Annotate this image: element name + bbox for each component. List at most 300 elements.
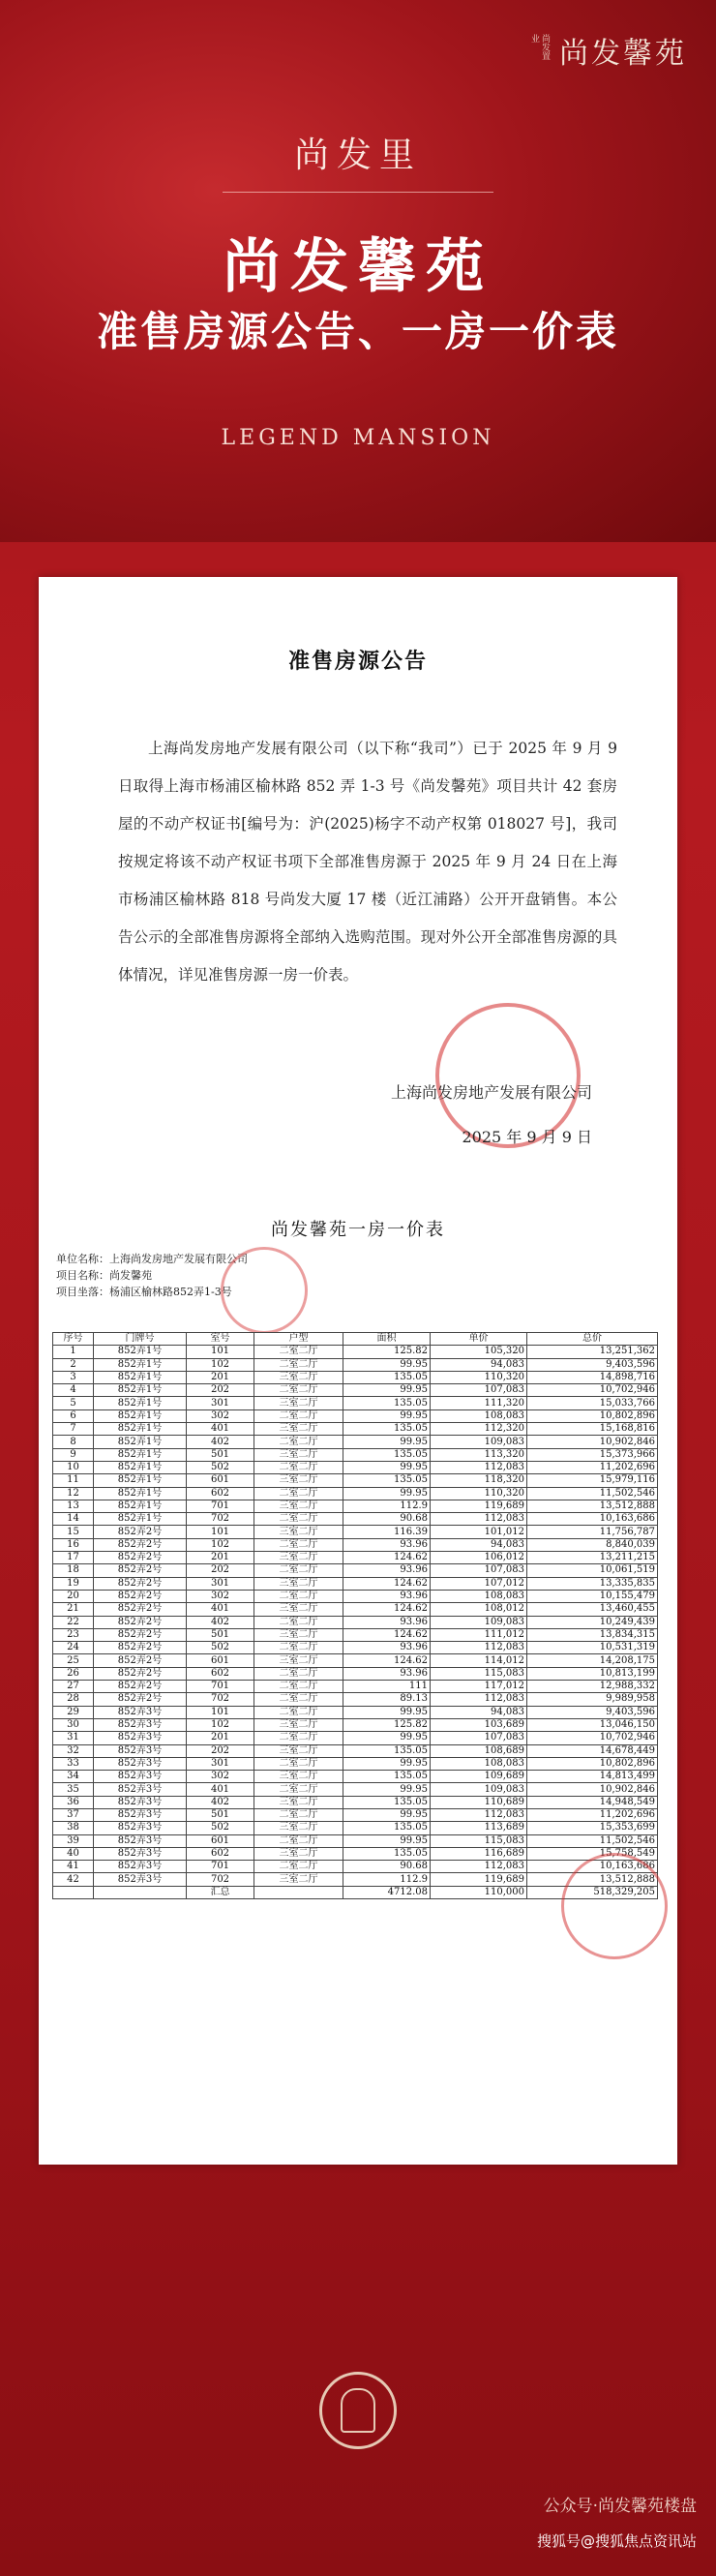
table-cell: 二室二厅	[254, 1358, 343, 1371]
table-cell: 852弄1号	[94, 1487, 187, 1500]
table-cell: 93.96	[343, 1667, 431, 1680]
table-cell: 10,061,519	[527, 1564, 658, 1577]
table-cell: 99.95	[343, 1834, 431, 1847]
table-cell: 89.13	[343, 1693, 431, 1706]
watermark-wechat: 公众号·尚发馨苑楼盘	[543, 2497, 697, 2516]
table-cell: 三室二厅	[254, 1796, 343, 1808]
english-name: LEGEND MANSION	[221, 426, 495, 450]
table-cell	[254, 1886, 343, 1898]
table-cell: 8	[53, 1436, 94, 1448]
table-cell: 302	[187, 1409, 254, 1422]
table-cell: 93.96	[343, 1616, 431, 1628]
table-cell: 852弄3号	[94, 1873, 187, 1886]
table-cell: 301	[187, 1757, 254, 1770]
table-cell: 9	[53, 1448, 94, 1461]
table-cell: 18	[53, 1564, 94, 1577]
table-cell: 102	[187, 1718, 254, 1731]
table-cell: 10,531,319	[527, 1642, 658, 1654]
table-seal	[221, 1247, 308, 1334]
table-cell: 10,155,479	[527, 1590, 658, 1602]
table-cell: 24	[53, 1642, 94, 1654]
table-cell: 99.95	[343, 1487, 431, 1500]
table-cell: 二室二厅	[254, 1706, 343, 1718]
table-cell: 二室二厅	[254, 1693, 343, 1706]
table-cell: 852弄3号	[94, 1783, 187, 1796]
notice-date: 2025 年 9 月 9 日	[462, 1128, 592, 1146]
table-cell: 二室二厅	[254, 1513, 343, 1526]
table-cell: 118,320	[431, 1474, 527, 1487]
table-cell: 99.95	[343, 1436, 431, 1448]
table-cell: 109,083	[431, 1783, 527, 1796]
table-cell: 502	[187, 1642, 254, 1654]
table-row	[53, 1513, 658, 1526]
table-cell: 99.95	[343, 1808, 431, 1821]
table-cell: 三室二厅	[254, 1448, 343, 1461]
table-cell: 13,834,315	[527, 1628, 658, 1641]
col-header: 序号	[53, 1333, 94, 1346]
table-seal-corner	[561, 1853, 668, 1959]
table-cell: 二室二厅	[254, 1590, 343, 1602]
table-row	[53, 1693, 658, 1706]
col-header: 单价	[431, 1333, 527, 1346]
page-slogan: 准售房源公告、一房一价表	[96, 308, 619, 355]
table-cell: 401	[187, 1603, 254, 1616]
table-row	[53, 1397, 658, 1409]
table-cell: 37	[53, 1808, 94, 1821]
table-cell: 10,249,439	[527, 1616, 658, 1628]
table-cell: 601	[187, 1654, 254, 1667]
table-cell: 135.05	[343, 1771, 431, 1783]
table-cell: 112,083	[431, 1861, 527, 1873]
table-row	[53, 1822, 658, 1834]
meta-project: 项目名称：尚发馨苑	[56, 1269, 152, 1282]
table-cell: 三室二厅	[254, 1771, 343, 1783]
table-cell: 3	[53, 1371, 94, 1383]
table-cell: 112.9	[343, 1500, 431, 1512]
table-cell: 二室二厅	[254, 1436, 343, 1448]
table-cell: 115,083	[431, 1667, 527, 1680]
table-cell: 38	[53, 1822, 94, 1834]
table-cell: 99.95	[343, 1384, 431, 1397]
table-cell: 302	[187, 1771, 254, 1783]
table-cell: 10	[53, 1461, 94, 1473]
table-cell: 852弄2号	[94, 1616, 187, 1628]
table-cell: 852弄1号	[94, 1500, 187, 1512]
table-row	[53, 1436, 658, 1448]
table-cell: 201	[187, 1371, 254, 1383]
table-cell: 90.68	[343, 1861, 431, 1873]
table-cell: 108,083	[431, 1590, 527, 1602]
table-cell: 852弄1号	[94, 1436, 187, 1448]
table-cell: 112,083	[431, 1642, 527, 1654]
table-cell: 135.05	[343, 1397, 431, 1409]
table-cell: 9,403,596	[527, 1358, 658, 1371]
table-cell: 41	[53, 1861, 94, 1873]
table-cell: 42	[53, 1873, 94, 1886]
table-cell: 113,689	[431, 1822, 527, 1834]
table-cell: 二室二厅	[254, 1834, 343, 1847]
table-cell: 99.95	[343, 1358, 431, 1371]
table-row	[53, 1681, 658, 1693]
brand-seal: 尚发置业	[529, 34, 550, 60]
table-row	[53, 1834, 658, 1847]
table-row	[53, 1783, 658, 1796]
table-cell: 852弄3号	[94, 1796, 187, 1808]
table-cell: 汇总	[187, 1886, 254, 1898]
table-cell: 三室二厅	[254, 1847, 343, 1860]
table-cell: 11,756,787	[527, 1526, 658, 1538]
watermark-sohu: 搜狐号@搜狐焦点资讯站	[536, 2532, 697, 2550]
table-row	[53, 1474, 658, 1487]
table-cell: 202	[187, 1384, 254, 1397]
table-row	[53, 1552, 658, 1564]
table-row	[53, 1603, 658, 1616]
table-cell: 5	[53, 1397, 94, 1409]
table-cell: 三室二厅	[254, 1654, 343, 1667]
table-cell: 99.95	[343, 1409, 431, 1422]
table-cell: 15,168,816	[527, 1423, 658, 1436]
table-cell: 116,689	[431, 1847, 527, 1860]
table-cell: 112,083	[431, 1808, 527, 1821]
table-cell: 40	[53, 1847, 94, 1860]
col-header: 户型	[254, 1333, 343, 1346]
table-row	[53, 1487, 658, 1500]
table-cell: 124.62	[343, 1577, 431, 1590]
table-cell: 401	[187, 1423, 254, 1436]
table-cell: 602	[187, 1487, 254, 1500]
table-cell: 34	[53, 1771, 94, 1783]
table-cell: 21	[53, 1603, 94, 1616]
table-cell: 601	[187, 1834, 254, 1847]
table-row	[53, 1526, 658, 1538]
table-cell: 108,012	[431, 1603, 527, 1616]
table-cell: 135.05	[343, 1744, 431, 1757]
table-row	[53, 1757, 658, 1770]
table-cell: 三室二厅	[254, 1371, 343, 1383]
table-cell: 103,689	[431, 1718, 527, 1731]
brand-name: 尚发馨苑	[559, 37, 687, 71]
table-cell: 302	[187, 1590, 254, 1602]
table-cell: 501	[187, 1628, 254, 1641]
table-cell: 14	[53, 1513, 94, 1526]
table-cell: 14,898,716	[527, 1371, 658, 1383]
table-row	[53, 1409, 658, 1422]
table-row	[53, 1847, 658, 1860]
table-row	[53, 1358, 658, 1371]
table-cell: 701	[187, 1681, 254, 1693]
table-cell: 二室二厅	[254, 1757, 343, 1770]
table-row	[53, 1384, 658, 1397]
table-cell: 110,000	[431, 1886, 527, 1898]
table-cell: 101	[187, 1526, 254, 1538]
table-cell: 93.96	[343, 1564, 431, 1577]
table-cell: 二室二厅	[254, 1384, 343, 1397]
table-cell: 10,813,199	[527, 1667, 658, 1680]
table-row	[53, 1538, 658, 1551]
table-row	[53, 1371, 658, 1383]
table-cell: 20	[53, 1590, 94, 1602]
table-cell: 二室二厅	[254, 1681, 343, 1693]
table-cell: 108,083	[431, 1409, 527, 1422]
table-cell: 112,083	[431, 1693, 527, 1706]
table-cell: 13,460,455	[527, 1603, 658, 1616]
table-cell: 135.05	[343, 1847, 431, 1860]
table-cell: 110,689	[431, 1796, 527, 1808]
announcement-document	[39, 577, 677, 2165]
table-cell: 602	[187, 1847, 254, 1860]
table-cell: 852弄2号	[94, 1552, 187, 1564]
table-cell: 三室二厅	[254, 1500, 343, 1512]
table-cell: 13	[53, 1500, 94, 1512]
table-cell: 114,012	[431, 1654, 527, 1667]
table-cell: 10,802,896	[527, 1757, 658, 1770]
table-cell: 二室二厅	[254, 1616, 343, 1628]
table-meta	[56, 1251, 248, 1300]
table-cell: 三室二厅	[254, 1397, 343, 1409]
table-cell: 三室二厅	[254, 1873, 343, 1886]
table-cell: 15	[53, 1526, 94, 1538]
notice-body: 上海尚发房地产发展有限公司（以下称“我司”）已于 2025 年 9 月 9 日取得上海市杨浦区榆林路 852 弄 1-3 号《尚发馨苑》项目共计 42 套房屋的不动产权证书[编号为：沪(2025)杨字不动产权第 018027 号]，我司按规定将该不动产权证书项下全部准售房源于 2025 年 9 月 24 日在上海市杨浦区榆林路 818 号尚发大厦 17 楼（近江浦路）公开开盘销售。本公告公示的全部准售房源将全部纳入选购范围。现对外公开全部准售房源的具体情况，详见准售房源一房一价表。	[118, 740, 617, 984]
table-cell: 502	[187, 1461, 254, 1473]
table-cell: 26	[53, 1667, 94, 1680]
table-cell: 852弄2号	[94, 1628, 187, 1641]
table-cell: 13,512,888	[527, 1873, 658, 1886]
table-cell: 39	[53, 1834, 94, 1847]
table-cell: 852弄2号	[94, 1693, 187, 1706]
table-cell: 10,163,686	[527, 1861, 658, 1873]
table-cell: 852弄2号	[94, 1603, 187, 1616]
table-cell: 201	[187, 1732, 254, 1744]
table-cell: 23	[53, 1628, 94, 1641]
col-header: 总价	[527, 1333, 658, 1346]
table-cell: 101	[187, 1346, 254, 1358]
table-cell: 33	[53, 1757, 94, 1770]
table-cell: 852弄3号	[94, 1718, 187, 1731]
table-cell: 90.68	[343, 1513, 431, 1526]
table-cell: 852弄2号	[94, 1681, 187, 1693]
table-header-row	[53, 1333, 658, 1346]
table-cell: 11,202,696	[527, 1808, 658, 1821]
table-cell: 117,012	[431, 1681, 527, 1693]
table-cell: 135.05	[343, 1448, 431, 1461]
table-cell: 135.05	[343, 1423, 431, 1436]
table-cell: 二室二厅	[254, 1538, 343, 1551]
table-cell: 三室二厅	[254, 1526, 343, 1538]
table-cell: 502	[187, 1822, 254, 1834]
table-cell: 852弄1号	[94, 1397, 187, 1409]
table-cell: 119,689	[431, 1500, 527, 1512]
table-cell: 二室二厅	[254, 1409, 343, 1422]
divider	[223, 192, 493, 193]
hero-subtitle: 尚发里	[293, 136, 422, 175]
table-cell: 109,083	[431, 1616, 527, 1628]
table-cell: 501	[187, 1808, 254, 1821]
table-cell: 113,320	[431, 1448, 527, 1461]
table-cell: 99.95	[343, 1461, 431, 1473]
table-cell: 1	[53, 1346, 94, 1358]
table-cell: 112.9	[343, 1873, 431, 1886]
table-cell: 135.05	[343, 1474, 431, 1487]
table-cell: 852弄1号	[94, 1461, 187, 1473]
table-cell: 125.82	[343, 1718, 431, 1731]
table-cell: 15,353,699	[527, 1822, 658, 1834]
table-cell: 102	[187, 1358, 254, 1371]
table-cell: 三室二厅	[254, 1474, 343, 1487]
table-cell: 111,012	[431, 1628, 527, 1641]
table-cell: 852弄2号	[94, 1642, 187, 1654]
table-cell: 852弄2号	[94, 1667, 187, 1680]
table-cell: 852弄2号	[94, 1564, 187, 1577]
table-cell: 13,512,888	[527, 1500, 658, 1512]
table-cell: 202	[187, 1744, 254, 1757]
table-cell: 17	[53, 1552, 94, 1564]
table-cell: 二室二厅	[254, 1732, 343, 1744]
table-row	[53, 1564, 658, 1577]
table-row	[53, 1706, 658, 1718]
table-row	[53, 1500, 658, 1512]
table-cell: 15,758,549	[527, 1847, 658, 1860]
table-cell: 93.96	[343, 1642, 431, 1654]
table-cell: 14,678,449	[527, 1744, 658, 1757]
table-cell: 11,502,546	[527, 1834, 658, 1847]
table-cell: 112,083	[431, 1461, 527, 1473]
table-cell: 202	[187, 1564, 254, 1577]
table-cell: 28	[53, 1693, 94, 1706]
table-cell: 852弄1号	[94, 1409, 187, 1422]
table-cell: 602	[187, 1667, 254, 1680]
table-cell: 112,320	[431, 1423, 527, 1436]
table-row	[53, 1796, 658, 1808]
table-cell: 15,979,116	[527, 1474, 658, 1487]
table-cell: 13,211,215	[527, 1552, 658, 1564]
table-cell: 22	[53, 1616, 94, 1628]
table-cell: 14,208,175	[527, 1654, 658, 1667]
table-row	[53, 1346, 658, 1358]
table-cell: 852弄3号	[94, 1808, 187, 1821]
col-header: 面积	[343, 1333, 431, 1346]
table-cell: 31	[53, 1732, 94, 1744]
table-cell: 16	[53, 1538, 94, 1551]
table-cell: 135.05	[343, 1796, 431, 1808]
table-cell: 101,012	[431, 1526, 527, 1538]
table-cell: 852弄1号	[94, 1423, 187, 1436]
notice-title: 准售房源公告	[287, 649, 428, 674]
table-cell: 29	[53, 1706, 94, 1718]
table-cell: 701	[187, 1500, 254, 1512]
table-cell: 二室二厅	[254, 1346, 343, 1358]
table-cell: 35	[53, 1783, 94, 1796]
table-row	[53, 1590, 658, 1602]
table-cell: 852弄1号	[94, 1371, 187, 1383]
table-cell: 124.62	[343, 1552, 431, 1564]
table-row	[53, 1667, 658, 1680]
table-cell: 852弄2号	[94, 1590, 187, 1602]
table-cell: 10,802,896	[527, 1409, 658, 1422]
table-cell: 9,403,596	[527, 1706, 658, 1718]
table-cell: 852弄3号	[94, 1771, 187, 1783]
table-row	[53, 1808, 658, 1821]
table-cell: 二室二厅	[254, 1564, 343, 1577]
table-cell: 111	[343, 1681, 431, 1693]
table-cell: 11	[53, 1474, 94, 1487]
table-cell: 三室二厅	[254, 1628, 343, 1641]
table-row	[53, 1616, 658, 1628]
table-cell: 852弄3号	[94, 1834, 187, 1847]
table-cell: 11,202,696	[527, 1461, 658, 1473]
table-cell: 99.95	[343, 1732, 431, 1744]
table-cell: 12	[53, 1487, 94, 1500]
table-cell: 108,689	[431, 1744, 527, 1757]
table-cell: 二室二厅	[254, 1487, 343, 1500]
table-row	[53, 1718, 658, 1731]
table-cell: 852弄3号	[94, 1732, 187, 1744]
table-cell: 852弄3号	[94, 1861, 187, 1873]
table-cell: 8,840,039	[527, 1538, 658, 1551]
table-cell: 702	[187, 1513, 254, 1526]
table-cell: 二室二厅	[254, 1642, 343, 1654]
table-row	[53, 1771, 658, 1783]
table-cell: 116.39	[343, 1526, 431, 1538]
table-cell: 三室二厅	[254, 1744, 343, 1757]
table-cell: 13,251,362	[527, 1346, 658, 1358]
table-cell: 402	[187, 1796, 254, 1808]
table-cell: 4	[53, 1384, 94, 1397]
col-header: 门牌号	[94, 1333, 187, 1346]
table-cell: 109,083	[431, 1436, 527, 1448]
table-row	[53, 1628, 658, 1641]
table-cell: 106,012	[431, 1552, 527, 1564]
table-cell: 110,320	[431, 1487, 527, 1500]
price-table	[52, 1332, 658, 1899]
table-cell: 702	[187, 1873, 254, 1886]
table-cell: 二室二厅	[254, 1861, 343, 1873]
price-table-title: 尚发馨苑一房一价表	[271, 1220, 445, 1240]
table-cell: 501	[187, 1448, 254, 1461]
table-cell: 4712.08	[343, 1886, 431, 1898]
table-cell: 110,320	[431, 1371, 527, 1383]
table-row	[53, 1577, 658, 1590]
table-cell: 402	[187, 1436, 254, 1448]
table-cell: 三室二厅	[254, 1603, 343, 1616]
table-cell: 301	[187, 1397, 254, 1409]
table-cell: 32	[53, 1744, 94, 1757]
table-cell: 25	[53, 1654, 94, 1667]
table-cell: 三室二厅	[254, 1423, 343, 1436]
table-cell: 852弄1号	[94, 1358, 187, 1371]
table-cell: 852弄2号	[94, 1577, 187, 1590]
table-cell: 852弄3号	[94, 1706, 187, 1718]
table-cell: 518,329,205	[527, 1886, 658, 1898]
table-cell: 13,046,150	[527, 1718, 658, 1731]
table-cell: 852弄1号	[94, 1474, 187, 1487]
table-cell: 852弄1号	[94, 1448, 187, 1461]
table-cell: 102	[187, 1538, 254, 1551]
table-cell: 10,902,846	[527, 1436, 658, 1448]
table-row	[53, 1461, 658, 1473]
table-cell: 12,988,332	[527, 1681, 658, 1693]
meta-address: 项目坐落：杨浦区榆林路852弄1-3号	[56, 1286, 232, 1298]
table-cell: 852弄2号	[94, 1526, 187, 1538]
table-cell: 135.05	[343, 1371, 431, 1383]
table-row	[53, 1642, 658, 1654]
brand-logo	[529, 29, 687, 72]
table-cell: 三室二厅	[254, 1822, 343, 1834]
table-cell: 94,083	[431, 1706, 527, 1718]
table-cell: 852弄3号	[94, 1744, 187, 1757]
table-cell: 701	[187, 1861, 254, 1873]
table-cell: 9,989,958	[527, 1693, 658, 1706]
table-cell: 15,373,966	[527, 1448, 658, 1461]
